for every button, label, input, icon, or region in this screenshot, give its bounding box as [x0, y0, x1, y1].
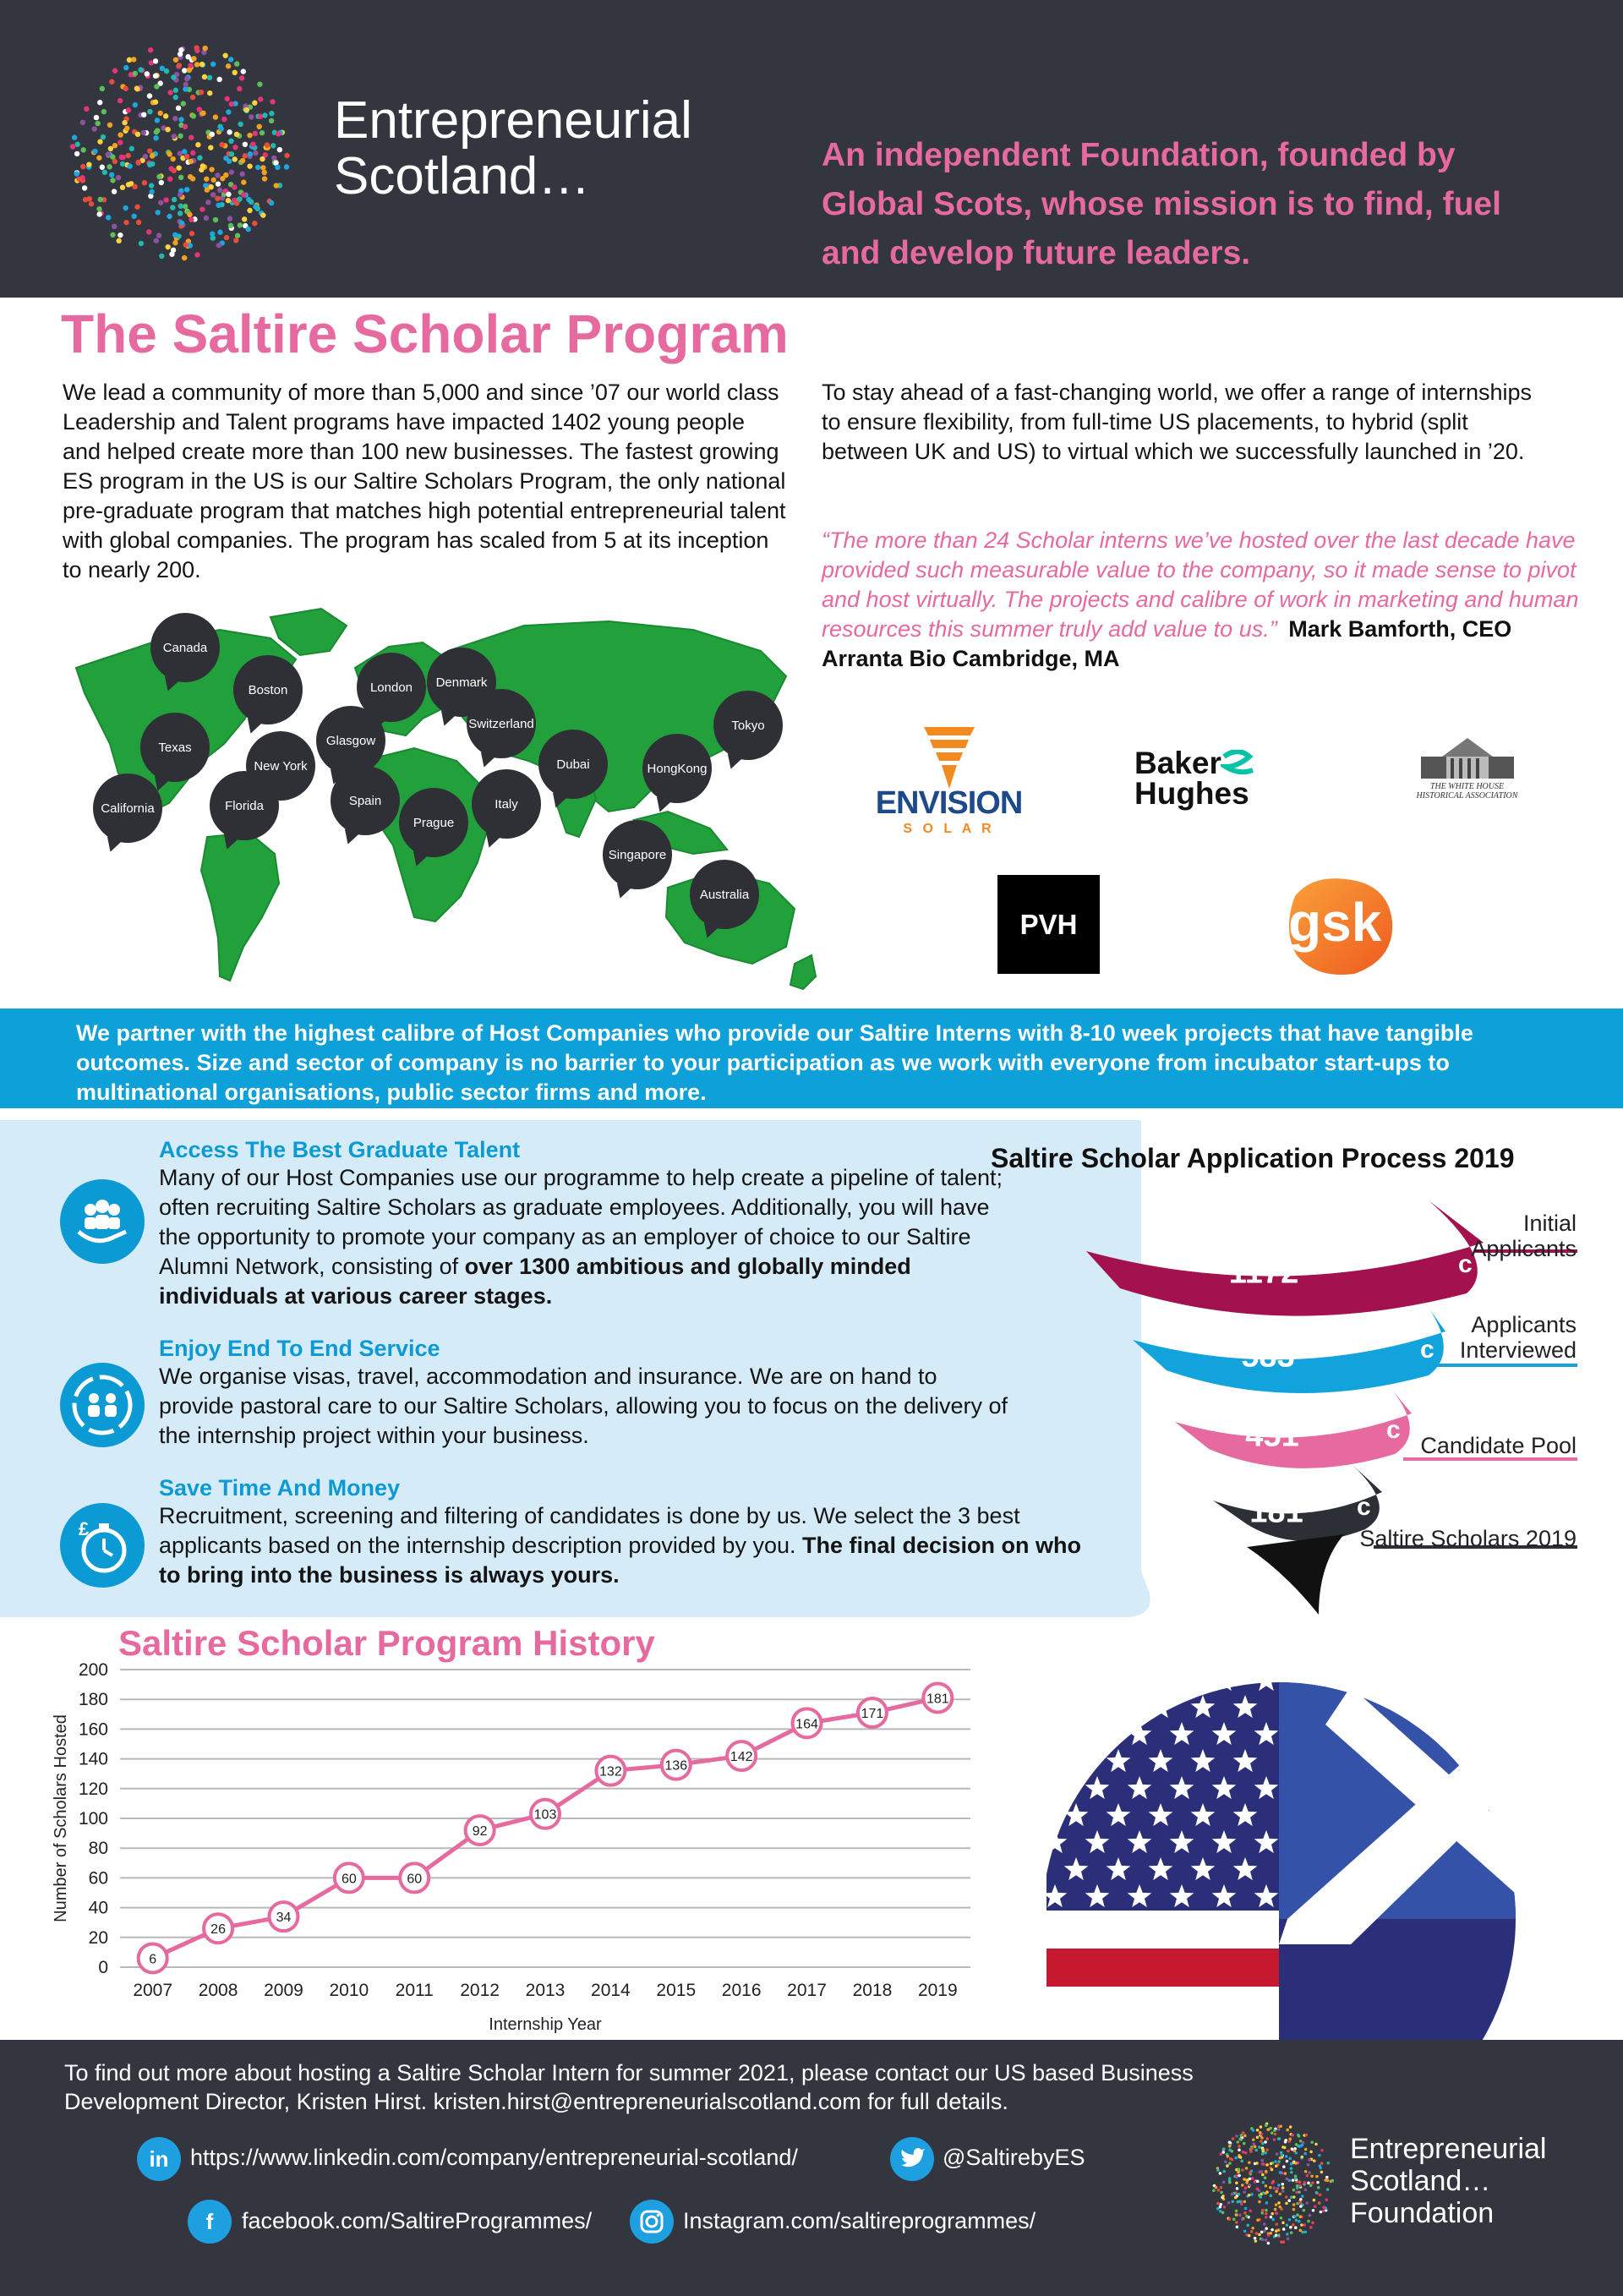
chart-ytick-label: 120: [78, 1779, 108, 1799]
brand-logo-dots: [66, 39, 294, 267]
chart-ytick-label: 60: [88, 1868, 108, 1889]
end-to-end-icon: [60, 1363, 145, 1447]
history-line-chart: [42, 1661, 997, 2042]
funnel-curl-3: c: [1386, 1416, 1401, 1444]
chart-data-label: 26: [210, 1922, 226, 1938]
internships-text: To stay ahead of a fast-changing world, we offer a range of internships to ensure flexibility, from full-time US placements, to hybrid (split between UK and US) to virtual which we successfully launched in ’20.: [822, 380, 1533, 464]
flag-star: [1046, 1722, 1067, 1745]
chart-xtick-label: 2010: [329, 1981, 369, 2000]
flag-star: [1064, 1749, 1089, 1772]
footer-contact: To find out more about hosting a Saltire Scholar Intern for summer 2021, please contact our US based Business Development Director, Kristen Hirst. kristen.hirst@entrepreneurialscotland.com for full details.: [64, 2060, 1194, 2114]
map-pin-australia: Australia: [690, 860, 759, 929]
stopwatch-icon: [60, 1503, 145, 1588]
map-pin-florida: Florida: [210, 771, 279, 840]
flag-star: [1046, 1668, 1067, 1691]
funnel-label-scholars: Saltire Scholars 2019: [1359, 1526, 1577, 1551]
chart-ytick-label: 140: [78, 1749, 108, 1769]
twitter-link[interactable]: @SaltirebyES: [943, 2145, 1085, 2170]
map-pin-spain: Spain: [331, 766, 400, 835]
white-house-icon: [1417, 731, 1518, 782]
map-pin-prague: Prague: [399, 788, 468, 857]
funnel-label-initial: Initial Applicants: [1471, 1211, 1577, 1261]
logo-white-house-historical: THE WHITE HOUSE HISTORICAL ASSOCIATION: [1393, 731, 1541, 801]
brand-name: Entrepreneurial Scotland…: [334, 91, 692, 205]
chart-xtick-label: 2019: [917, 1981, 958, 2000]
chart-ytick-label: 20: [88, 1927, 108, 1948]
chart-xtick-label: 2011: [395, 1981, 434, 2000]
chart-ytick-label: 80: [88, 1839, 108, 1859]
mission-statement: An independent Foundation, founded by Global Scots, whose mission is to find, fuel and develop future leaders.: [822, 137, 1501, 271]
chart-data-label: 60: [341, 1872, 357, 1887]
linkedin-link[interactable]: https://www.linkedin.com/company/entrepreneurial-scotland/: [190, 2145, 798, 2170]
chart-xtick-label: 2012: [460, 1981, 500, 2000]
chart-xtick-label: 2018: [852, 1981, 893, 2000]
flag-star: [1085, 1722, 1110, 1745]
map-pin-italy: Italy: [472, 769, 541, 839]
facebook-link[interactable]: facebook.com/SaltireProgrammes/: [242, 2208, 593, 2233]
page-title: The Saltire Scholar Program: [61, 303, 789, 364]
chart-data-label: 92: [472, 1824, 488, 1840]
envision-icon: [920, 723, 979, 790]
chart-xtick-label: 2017: [787, 1981, 827, 2000]
us-scotland-flag-circle: [1046, 1665, 1623, 2040]
svg-text:£: £: [79, 1518, 90, 1539]
map-pin-texas: Texas: [140, 713, 210, 782]
testimonial-quote: “The more than 24 Scholar interns we’ve hosted over the last decade have provided such measurable value to the company, so it made sense to pivot and host virtually. The projects and calibre of work in marketing and human resources this summer truly add value to us.” Mark Bamforth, CEO Arranta Bio Cambridge, MA: [822, 528, 1579, 671]
chart-data-label: 6: [149, 1952, 157, 1967]
map-south-america: [201, 833, 279, 981]
funnel-label-interviewed: Applicants Interviewed: [1459, 1312, 1577, 1363]
instagram-icon[interactable]: [630, 2200, 674, 2244]
header: [0, 0, 1623, 298]
flag-star: [1170, 1668, 1194, 1691]
service-talent-title: Access The Best Graduate Talent: [159, 1137, 521, 1162]
chart-xtick-label: 2008: [198, 1981, 238, 2000]
chart-xlabel: Internship Year: [489, 2015, 602, 2034]
funnel-label-pool: Candidate Pool: [1420, 1433, 1577, 1458]
map-pin-singapore: Singapore: [603, 820, 672, 889]
chart-ytick-label: 0: [98, 1958, 108, 1977]
chart-ytick-label: 200: [78, 1661, 108, 1680]
chart-xtick-label: 2009: [264, 1981, 303, 2000]
quote-author: Mark Bamforth, CEO Arranta Bio Cambridge, MA: [822, 616, 1512, 671]
funnel-title: Saltire Scholar Application Process 2019: [991, 1143, 1515, 1173]
map-pin-boston: Boston: [233, 655, 303, 724]
footer-brand: Entrepreneurial Scotland… Foundation: [1350, 2133, 1547, 2229]
map-pin-hongkong: HongKong: [642, 734, 712, 803]
chart-ytick-label: 40: [88, 1898, 108, 1918]
map-pin-canada: Canada: [150, 613, 220, 682]
logo-envision-solar: [871, 723, 1027, 837]
chart-ytick-label: 180: [78, 1690, 108, 1710]
map-pin-london: London: [357, 653, 426, 722]
service-talent-text: Many of our Host Companies use our programme to help create a pipeline of talent; often recruiting Saltire Scholars as graduate employees. Additionally, you will have the opportunity to promote your company as an employer of choice to our Saltire Alumni Network, consisting of over 1300 ambitious and globally minded individuals at various career stages.: [159, 1165, 1003, 1309]
funnel-value-4: 181: [1249, 1494, 1303, 1530]
service-end-to-end-title: Enjoy End To End Service: [159, 1336, 440, 1361]
chart-data-label: 132: [599, 1764, 622, 1779]
chart-xtick-label: 2016: [721, 1981, 762, 2000]
flag-star: [1085, 1668, 1110, 1691]
chart-xtick-label: 2015: [656, 1981, 697, 2000]
facebook-icon[interactable]: f: [188, 2200, 232, 2244]
envision-wordmark: ENVISION: [875, 785, 1023, 821]
service-save-time-title: Save Time And Money: [159, 1475, 401, 1501]
chart-ylabel: Number of Scholars Hosted: [52, 1714, 70, 1922]
map-pin-newyork: New York: [246, 731, 315, 801]
chart-data-label: 60: [407, 1872, 423, 1887]
funnel-curl-1: c: [1458, 1250, 1473, 1278]
baker-hughes-icon: [1221, 750, 1256, 779]
logo-pvh: PVH: [997, 875, 1100, 974]
partner-band-text: We partner with the highest calibre of Host Companies who provide our Saltire Interns with 8-10 week projects that have tangible outcomes. Size and sector of company is no barrier to your participation as we work with everyone from incubator start-ups to multinational organisations, public sector firms and more.: [76, 1020, 1473, 1105]
service-save-time: [159, 1475, 1089, 1590]
funnel-value-2: 583: [1241, 1338, 1295, 1375]
flag-star: [1128, 1668, 1152, 1691]
funnel-curl-4: c: [1357, 1493, 1371, 1521]
instagram-link[interactable]: Instagram.com/saltireprogrammes/: [683, 2208, 1036, 2233]
chart-data-label: 181: [926, 1692, 949, 1707]
chart-data-label: 136: [664, 1758, 688, 1774]
partner-band: [0, 1009, 1623, 1108]
chart-xtick-label: 2013: [525, 1981, 566, 2000]
map-pin-california: California: [93, 774, 162, 843]
map-pin-dubai: Dubai: [538, 730, 608, 799]
service-end-to-end: [159, 1336, 1013, 1451]
map-pin-denmark: Denmark: [427, 648, 496, 717]
chart-data-label: 171: [861, 1707, 884, 1722]
flag-star: [1107, 1695, 1131, 1718]
map-pin-tokyo: Tokyo: [713, 691, 783, 760]
chart-data-label: 34: [276, 1911, 292, 1926]
chart-xtick-label: 2014: [591, 1981, 631, 2000]
chart-title: Saltire Scholar Program History: [118, 1623, 655, 1663]
logo-baker-hughes: Baker Hughes: [1134, 748, 1249, 809]
funnel-value-3: 451: [1245, 1418, 1299, 1454]
logo-gsk: gsk: [1278, 871, 1405, 981]
funnel-curl-2: c: [1420, 1336, 1434, 1364]
footer: [0, 2040, 1623, 2296]
intro-text: We lead a community of more than 5,000 and since ’07 our world class Leadership and Talent programs have impacted 1402 young people and helped create more than 100 new businesses. The fastest growing ES program in the US is our Saltire Scholars Program, the only national pre-graduate program that matches high potential entrepreneurial talent with global companies. The program has scaled from 5 at its inception to nearly 200.: [63, 380, 786, 582]
map-pin-switzerland: Switzerland: [467, 689, 536, 758]
service-end-to-end-text: We organise visas, travel, accommodation and insurance. We are on hand to provide pastoral care to our Saltire Scholars, allowing you to focus on the delivery of the internship project within your business.: [159, 1364, 1008, 1448]
flag-star: [1064, 1695, 1089, 1718]
envision-sub: S O L A R: [903, 822, 995, 836]
chart-xtick-label: 2007: [133, 1981, 173, 2000]
chart-data-label: 103: [533, 1807, 557, 1823]
flag-star: [1046, 1776, 1067, 1799]
map-pin-glasgow: Glasgow: [316, 706, 385, 775]
map-new-zealand: [790, 955, 816, 989]
service-talent: [159, 1137, 1004, 1311]
linkedin-icon[interactable]: in: [137, 2137, 181, 2181]
footer-logo-dots: [1209, 2120, 1336, 2247]
funnel-value-1: 1172: [1228, 1255, 1299, 1291]
chart-data-label: 164: [795, 1717, 818, 1732]
chart-ytick-label: 160: [78, 1719, 108, 1740]
chart-ytick-label: 100: [78, 1809, 108, 1829]
service-save-time-text: Recruitment, screening and filtering of candidates is done by us. We select the 3 best applicants based on the internship description provided by you. The final decision on who to bring into the business is always yours.: [159, 1503, 1081, 1588]
talent-icon: [60, 1179, 145, 1264]
twitter-icon[interactable]: [890, 2137, 934, 2181]
chart-data-label: 142: [730, 1750, 753, 1765]
